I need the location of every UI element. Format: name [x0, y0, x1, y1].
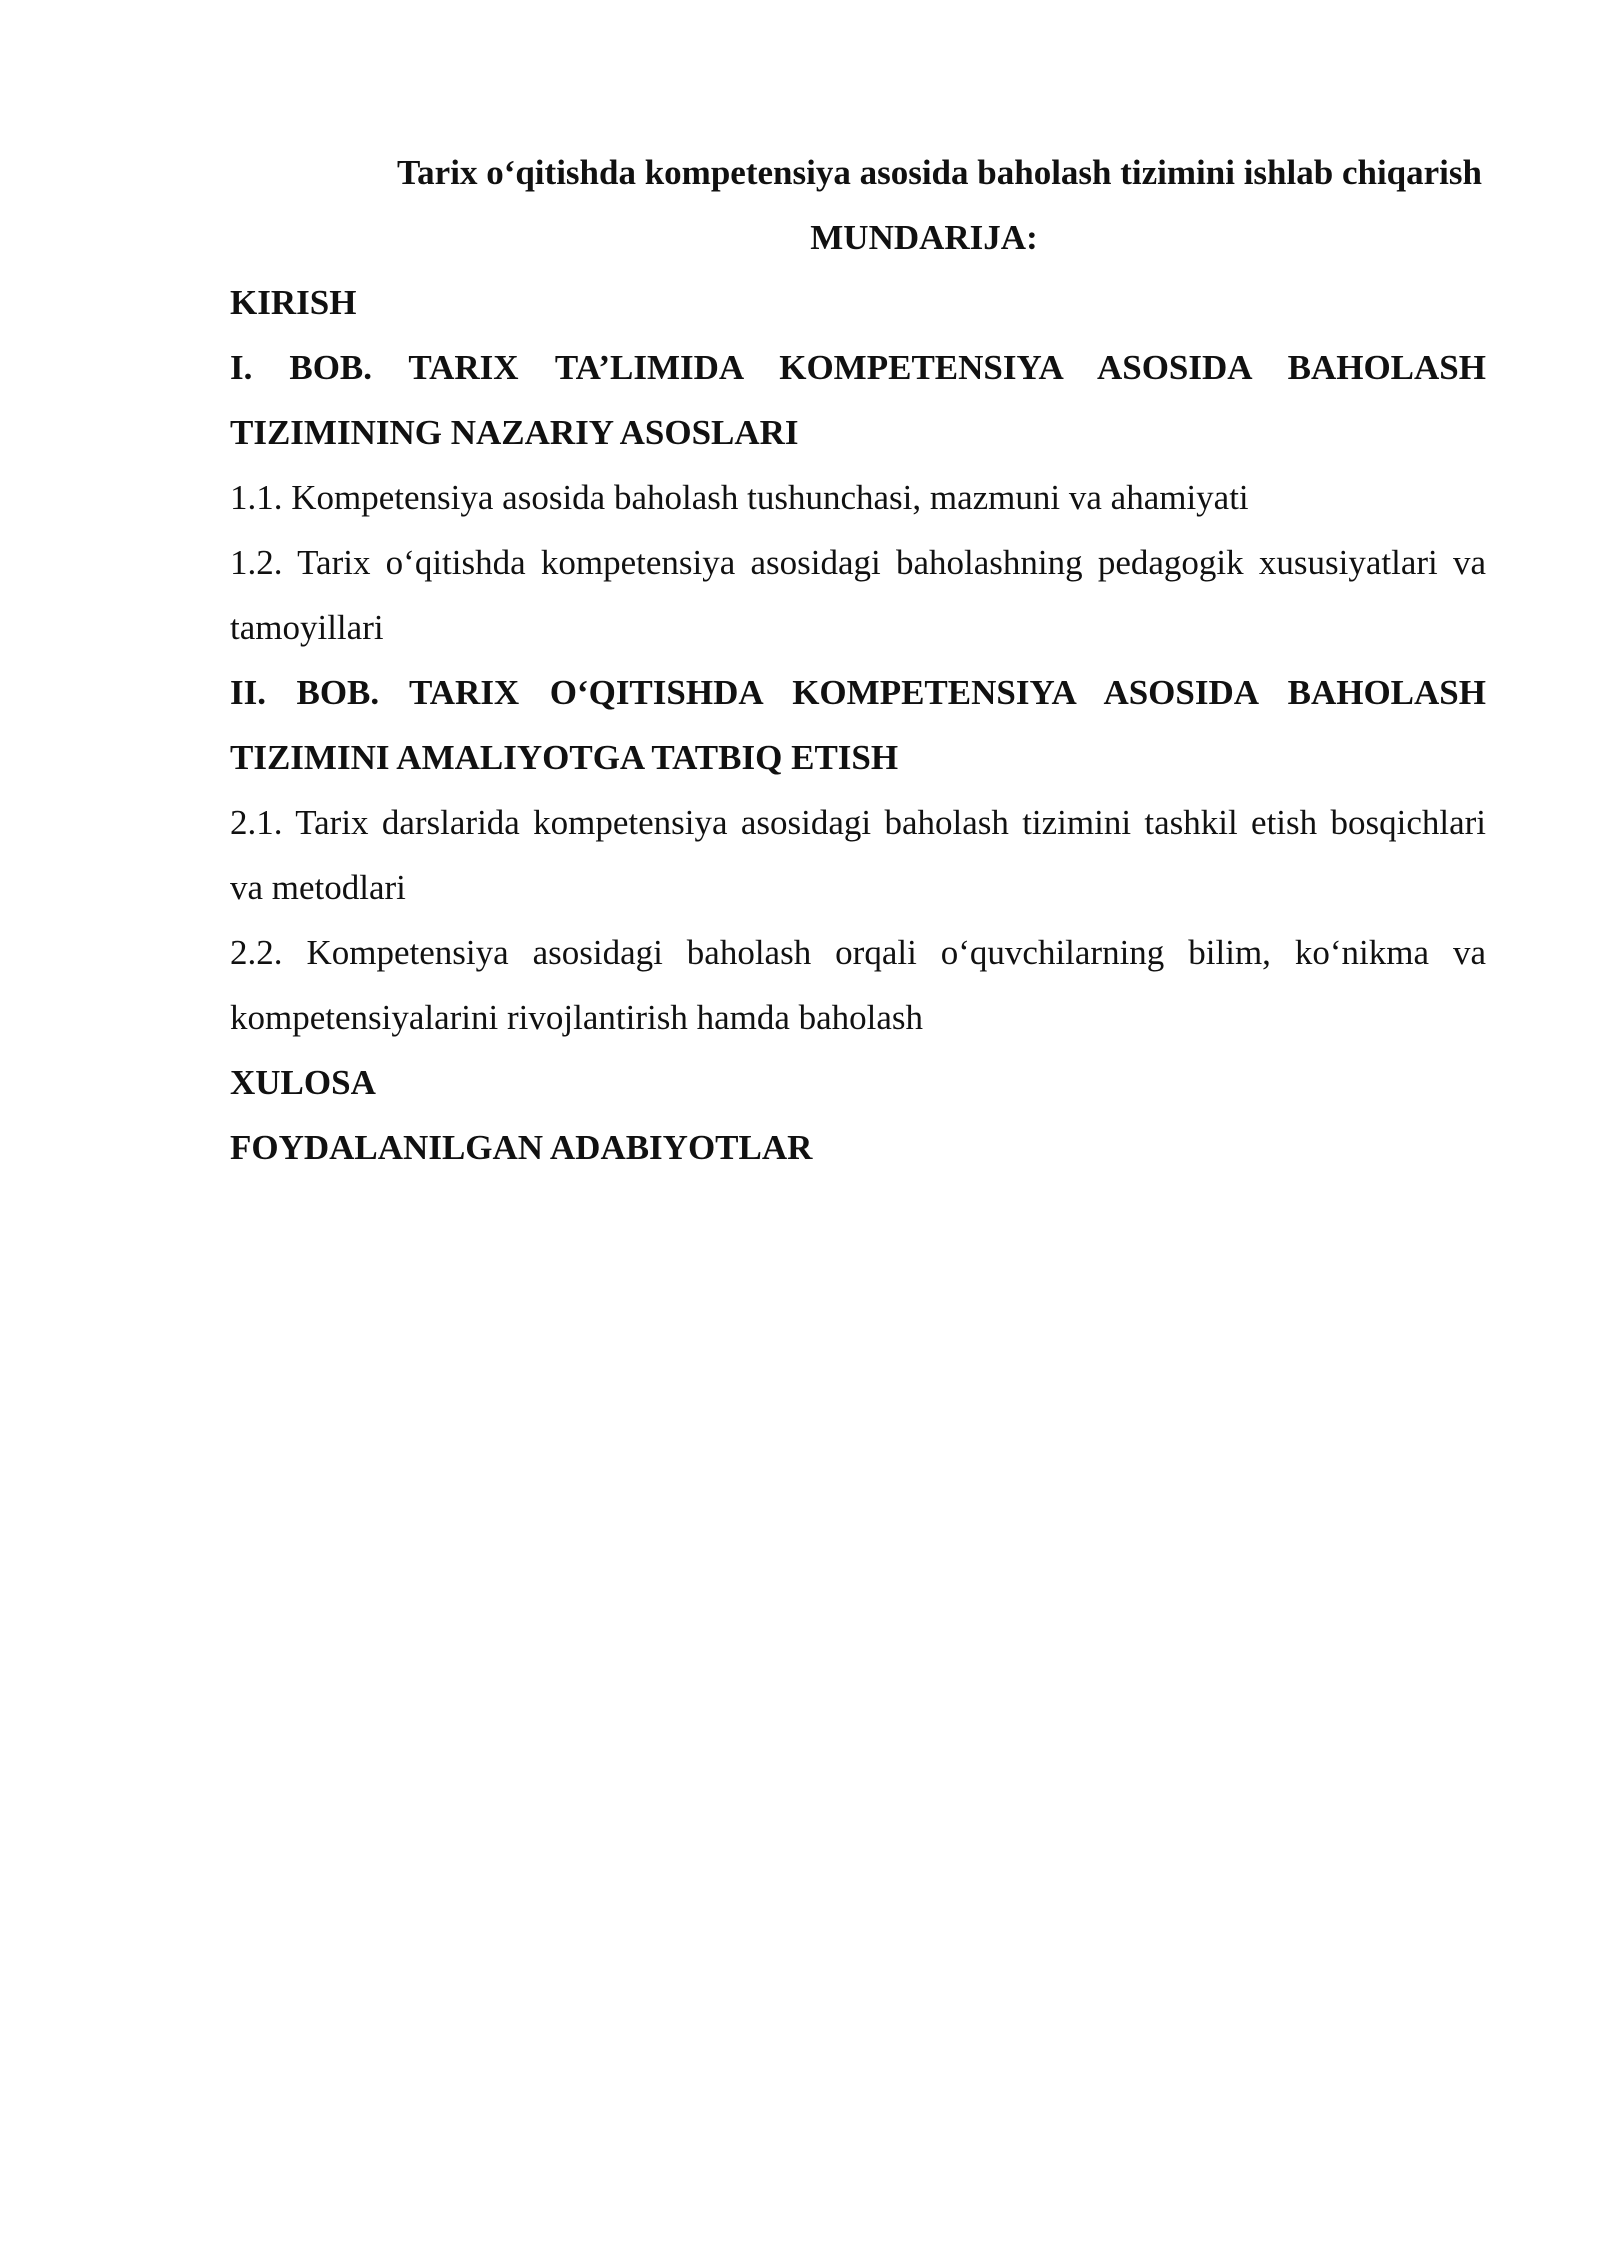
- toc-entry-chapter-2: II. BOB. TARIX O‘QITISHDA KOMPETENSIYA ASOSIDA BAHOLASH TIZIMINI AMALIYOTGA TATBIQ ETISH: [230, 673, 1486, 777]
- toc-entry-introduction: KIRISH: [230, 283, 357, 322]
- toc-entry-section-2-2: 2.2. Kompetensiya asosidagi baholash orqali o‘quvchilarning bilim, ko‘nikma va kompetensiyalarini rivojlantirish hamda baholash: [230, 933, 1486, 1037]
- toc-heading: MUNDARIJA:: [810, 218, 1038, 257]
- document-page: [230, 140, 1486, 1180]
- document-title: Tarix o‘qitishda kompetensiya asosida baholash tizimini ishlab chiqarish: [397, 153, 1482, 192]
- toc-entry-references: FOYDALANILGAN ADABIYOTLAR: [230, 1128, 813, 1167]
- toc-entry-section-1-1: 1.1. Kompetensiya asosida baholash tushunchasi, mazmuni va ahamiyati: [230, 478, 1249, 517]
- toc-entry-conclusion: XULOSA: [230, 1063, 376, 1102]
- toc-entry-section-2-1: 2.1. Tarix darslarida kompetensiya asosidagi baholash tizimini tashkil etish bosqichlari va metodlari: [230, 803, 1486, 907]
- toc-entry-section-1-2: 1.2. Tarix o‘qitishda kompetensiya asosidagi baholashning pedagogik xususiyatlari va tamoyillari: [230, 543, 1486, 647]
- toc-entry-chapter-1: I. BOB. TARIX TA’LIMIDA KOMPETENSIYA ASOSIDA BAHOLASH TIZIMINING NAZARIY ASOSLARI: [230, 348, 1486, 452]
- table-of-contents: [230, 270, 1486, 1180]
